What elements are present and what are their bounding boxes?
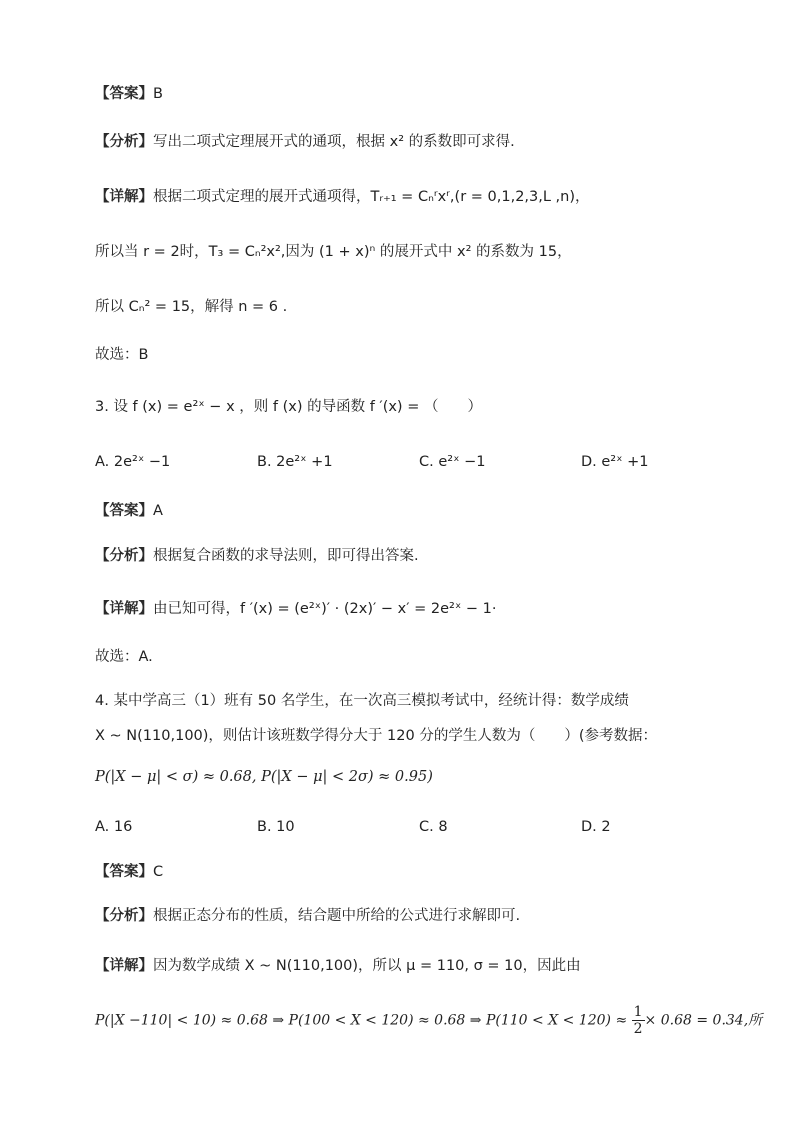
q2-line-2 bbox=[95, 241, 572, 263]
analysis-tag: 【分析】 bbox=[95, 134, 153, 150]
analysis-text: 根据正态分布的性质，结合题中所给的公式进行求解即可. bbox=[153, 908, 521, 924]
q3-detail-line bbox=[95, 598, 497, 620]
question-stem: 3. 设 f (x) = e²ˣ − x ，则 f (x) 的导函数 f ′(x) = （ ） bbox=[95, 399, 482, 415]
option-text: D. e²ˣ +1 bbox=[581, 454, 649, 470]
q4-detail-line bbox=[95, 955, 581, 977]
answer-value: B bbox=[153, 86, 163, 102]
solution-text: 所以 Cₙ² = 15，解得 n = 6 . bbox=[95, 299, 288, 315]
q4-option-a bbox=[95, 816, 132, 838]
q4-option-d bbox=[581, 816, 611, 838]
option-text: D. 2 bbox=[581, 819, 611, 835]
detail-text: 根据二项式定理的展开式通项得，Tᵣ₊₁ = Cₙʳxʳ,(r = 0,1,2,3,L ,n)， bbox=[153, 189, 590, 205]
option-text: C. e²ˣ −1 bbox=[419, 454, 486, 470]
q2-analysis-line bbox=[95, 131, 515, 153]
q4-stem-3 bbox=[95, 766, 433, 788]
q4-formula-line bbox=[95, 1004, 762, 1037]
answer-value: A bbox=[153, 503, 163, 519]
q2-detail-line bbox=[95, 186, 590, 208]
q4-answer-line bbox=[95, 861, 163, 883]
q3-choose bbox=[95, 646, 153, 668]
option-text: B. 2e²ˣ +1 bbox=[257, 454, 333, 470]
q3-analysis-line bbox=[95, 545, 419, 567]
q3-option-a bbox=[95, 451, 170, 473]
q3-stem bbox=[95, 396, 482, 418]
detail-text: 由已知可得，f ′(x) = (e²ˣ)′ · (2x)′ − x′ = 2e²ˣ − 1· bbox=[153, 601, 497, 617]
option-text: C. 8 bbox=[419, 819, 448, 835]
answer-tag: 【答案】 bbox=[95, 86, 153, 102]
q4-stem-1 bbox=[95, 690, 629, 712]
answer-tag: 【答案】 bbox=[95, 503, 153, 519]
q3-option-d bbox=[581, 451, 649, 473]
fraction-numerator: 1 bbox=[633, 1004, 643, 1020]
question-stem: 4. 某中学高三（1）班有 50 名学生，在一次高三模拟考试中，经统计得：数学成绩 bbox=[95, 693, 629, 709]
analysis-text: 根据复合函数的求导法则，即可得出答案. bbox=[153, 548, 419, 564]
q4-option-b bbox=[257, 816, 295, 838]
question-stem: X ~ N(110,100)，则估计该班数学得分大于 120 分的学生人数为（ ）(参考数据： bbox=[95, 728, 657, 744]
q4-option-c bbox=[419, 816, 448, 838]
fraction-denominator: 2 bbox=[633, 1021, 643, 1037]
answer-value: C bbox=[153, 864, 164, 880]
analysis-tag: 【分析】 bbox=[95, 548, 153, 564]
fraction bbox=[632, 1004, 645, 1037]
formula-right: × 0.68 = 0.34,所 bbox=[644, 1012, 763, 1029]
answer-tag: 【答案】 bbox=[95, 864, 153, 880]
analysis-tag: 【分析】 bbox=[95, 908, 153, 924]
option-text: A. 16 bbox=[95, 819, 133, 835]
q4-analysis-line bbox=[95, 905, 520, 927]
detail-tag: 【详解】 bbox=[95, 958, 153, 974]
option-text: A. 2e²ˣ −1 bbox=[95, 454, 171, 470]
choose-text: 故选：B bbox=[95, 347, 149, 363]
q3-answer-line bbox=[95, 500, 163, 522]
detail-tag: 【详解】 bbox=[95, 189, 153, 205]
reference-formula: P(|X − μ| < σ) ≈ 0.68, P(|X − μ| < 2σ) ≈ 0.95) bbox=[95, 769, 433, 785]
formula-left: P(|X −110| < 10) ≈ 0.68 ⇒ P(100 < X < 120) ≈ 0.68 ⇒ P(110 < X < 120) ≈ bbox=[95, 1012, 628, 1029]
q2-answer-line bbox=[95, 83, 163, 105]
q3-option-b bbox=[257, 451, 333, 473]
detail-tag: 【详解】 bbox=[95, 601, 153, 617]
q4-stem-2 bbox=[95, 725, 657, 747]
analysis-text: 写出二项式定理展开式的通项，根据 x² 的系数即可求得. bbox=[153, 134, 515, 150]
q3-option-c bbox=[419, 451, 486, 473]
option-text: B. 10 bbox=[257, 819, 295, 835]
q2-choose bbox=[95, 344, 148, 366]
detail-text: 因为数学成绩 X ~ N(110,100)，所以 μ = 110, σ = 10，因此由 bbox=[153, 958, 581, 974]
q2-line-3 bbox=[95, 296, 287, 318]
choose-text: 故选：A. bbox=[95, 649, 153, 665]
solution-text: 所以当 r = 2时，T₃ = Cₙ²x²,因为 (1 + x)ⁿ 的展开式中 x² 的系数为 15， bbox=[95, 244, 572, 260]
